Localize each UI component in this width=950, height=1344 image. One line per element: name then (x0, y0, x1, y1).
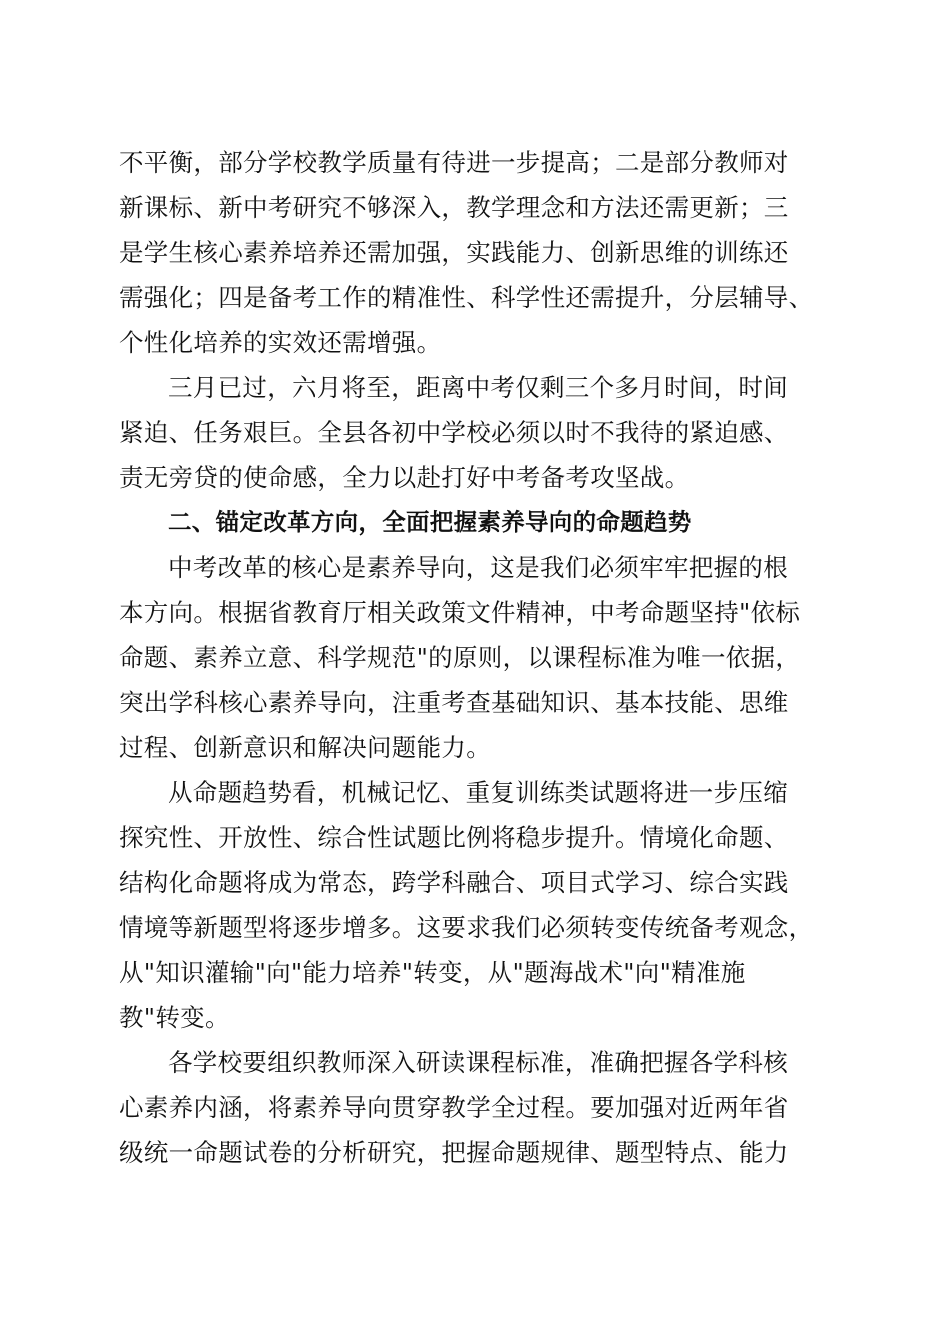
text-line: 紧迫、任务艰巨。全县各初中学校必须以时不我待的紧迫感、 (119, 418, 789, 447)
text-line: 结构化命题将成为常态，跨学科融合、项目式学习、综合实践 (119, 868, 789, 897)
paragraph-first-line: 各学校要组织教师深入研读课程标准，准确把握各学科核 (168, 1048, 788, 1077)
paragraph-first-line: 中考改革的核心是素养导向，这是我们必须牢牢把握的根 (168, 553, 788, 582)
text-line: 命题、素养立意、科学规范"的原则，以课程标准为唯一依据， (119, 643, 801, 672)
document-body (119, 140, 839, 1175)
text-line: 过程、创新意识和解决问题能力。 (119, 733, 491, 762)
text-line: 需强化；四是备考工作的精准性、科学性还需提升，分层辅导、 (119, 283, 814, 312)
text-line: 责无旁贷的使命感，全力以赴打好中考备考攻坚战。 (119, 463, 690, 492)
text-line: 是学生核心素养培养还需加强，实践能力、创新思维的训练还 (119, 238, 789, 267)
text-line: 教"转变。 (119, 1003, 230, 1032)
section-heading: 二、锚定改革方向，全面把握素养导向的命题趋势 (168, 508, 692, 536)
text-line: 不平衡，部分学校教学质量有待进一步提高；二是部分教师对 (119, 148, 789, 177)
paragraph-first-line: 三月已过，六月将至，距离中考仅剩三个多月时间，时间 (168, 373, 788, 402)
text-line: 从"知识灌输"向"能力培养"转变，从"题海战术"向"精准施 (119, 958, 746, 987)
text-line: 心素养内涵，将素养导向贯穿教学全过程。要加强对近两年省 (119, 1093, 789, 1122)
text-line: 情境等新题型将逐步增多。这要求我们必须转变传统备考观念， (119, 913, 814, 942)
text-line: 个性化培养的实效还需增强。 (119, 328, 442, 357)
text-line: 级统一命题试卷的分析研究，把握命题规律、题型特点、能力 (119, 1138, 789, 1167)
text-line: 本方向。根据省教育厅相关政策文件精神，中考命题坚持"依标 (119, 598, 801, 627)
text-line: 新课标、新中考研究不够深入，教学理念和方法还需更新；三 (119, 193, 789, 222)
paragraph-first-line: 从命题趋势看，机械记忆、重复训练类试题将进一步压缩 (168, 778, 788, 807)
text-line: 突出学科核心素养导向，注重考查基础知识、基本技能、思维 (119, 688, 789, 717)
text-line: 探究性、开放性、综合性试题比例将稳步提升。情境化命题、 (119, 823, 789, 852)
